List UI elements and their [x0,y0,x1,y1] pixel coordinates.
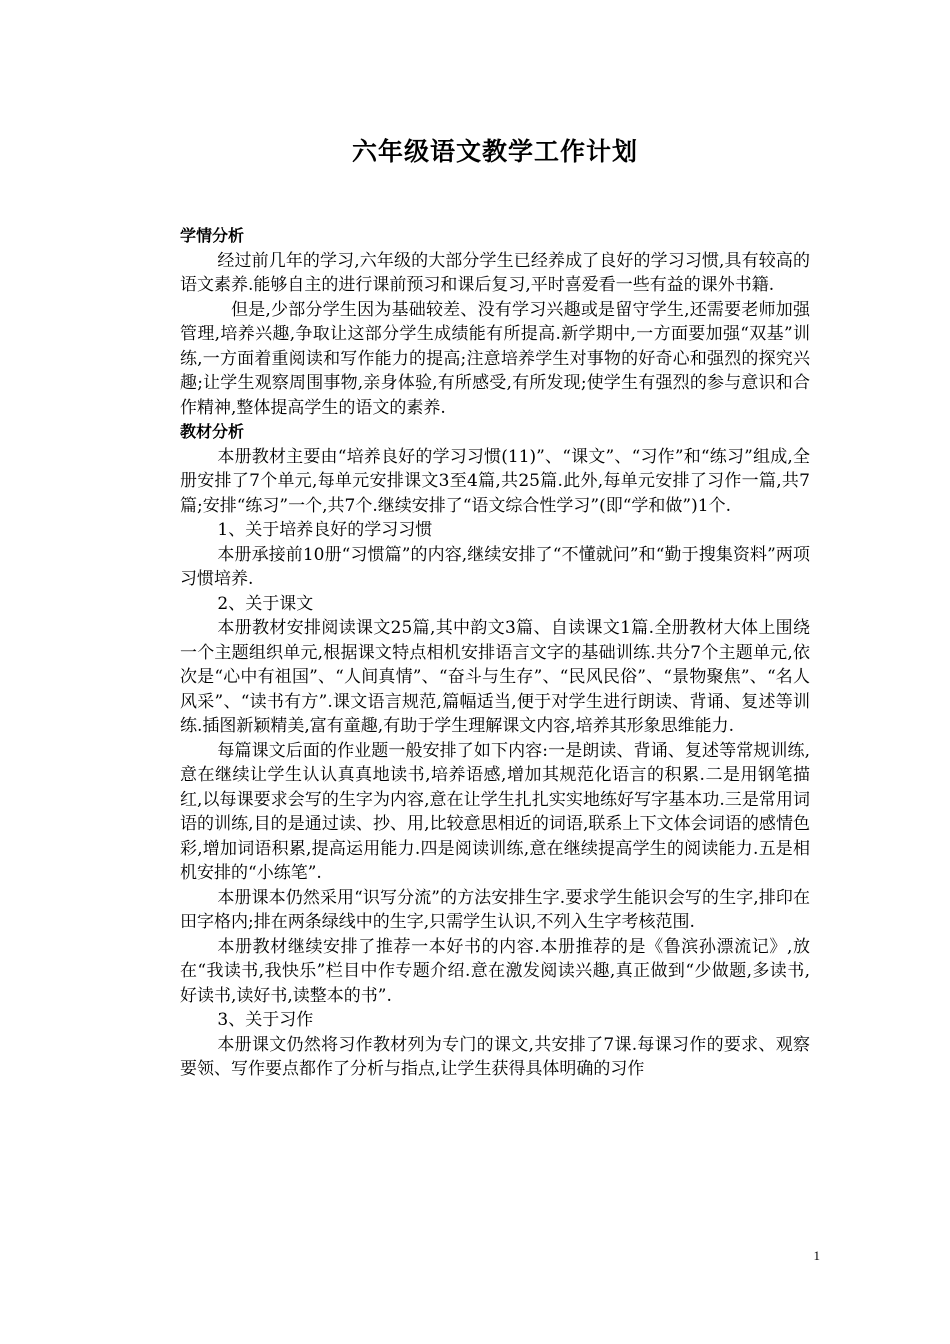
paragraph: 但是,少部分学生因为基础较差、没有学习兴趣或是留守学生,还需要老师加强管理,培养兴趣,争取让这部分学生成绩能有所提高.新学期中,一方面要加强“双基”训练,一方面着重阅读和写作能力的提高;注意培养学生对事物的好奇心和强烈的探究兴趣;让学生观察周围事物,亲身体验,有所感受,有所发现;使学生有强烈的参与意识和合作精神,整体提高学生的语文的素养. [180,299,810,418]
section-heading-student-analysis: 学情分析 [180,226,245,245]
section-heading-textbook-analysis: 教材分析 [180,422,245,441]
paragraph: 本册课文仍然将习作教材列为专门的课文,共安排了7课.每课习作的要求、观察要领、写作要点都作了分析与指点,让学生获得具体明确的习作 [180,1034,810,1079]
paragraph: 本册教材继续安排了推荐一本好书的内容.本册推荐的是《鲁滨孙漂流记》,放在“我读书,我快乐”栏目中作专题介绍.意在激发阅读兴趣,真正做到“少做题,多读书,好读书,读好书,读整本的书”. [180,936,810,1006]
paragraph: 每篇课文后面的作业题一般安排了如下内容:一是朗读、背诵、复述等常规训练,意在继续让学生认认真真地读书,培养语感,增加其规范化语言的积累.二是用钢笔描红,以每课要求会写的生字为内容,意在让学生扎扎实实地练好写字基本功.三是常用词语的训练,目的是通过读、抄、用,比较意思相近的词语,联系上下文体会词语的感情色彩,增加词语积累,提高运用能力.四是阅读训练,意在继续提高学生的阅读能力.五是相机安排的“小练笔”. [180,740,810,883]
document-body [180,224,810,1082]
paragraph: 本册承接前10册“习惯篇”的内容,继续安排了“不懂就问”和“勤于搜集资料”两项习惯培养. [180,544,810,589]
document-title: 六年级语文教学工作计划 [351,137,638,166]
paragraph: 本册课本仍然采用“识写分流”的方法安排生字.要求学生能识会写的生字,排印在田字格内;排在两条绿线中的生字,只需学生认识,不列入生字考核范围. [180,887,810,932]
page-number: 1 [813,1248,820,1263]
list-item-heading: 2、关于课文 [217,593,314,614]
list-item-heading: 3、关于习作 [217,1010,314,1030]
paragraph: 本册教材主要由“培养良好的学习习惯(11)”、“课文”、“习作”和“练习”组成,全册安排了7个单元,每单元安排课文3至4篇,共25篇.此外,每单元安排了习作一篇,共7篇;安排“练习”一个,共7个.继续安排了“语文综合性学习”(即“学和做”)1个. [180,446,810,516]
paragraph: 本册教材安排阅读课文25篇,其中韵文3篇、自读课文1篇.全册教材大体上围绕一个主题组织单元,根据课文特点相机安排语言文字的基础训练.共分7个主题单元,依次是“心中有祖国”、“人间真情”、“奋斗与生存”、“民风民俗”、“景物聚焦”、“名人风采”、“读书有方”.课文语言规范,篇幅适当,便于对学生进行朗读、背诵、复述等训练.插图新颖精美,富有童趣,有助于学生理解课文内容,培养其形象思维能力. [180,618,810,736]
list-item-heading: 1、关于培养良好的学习习惯 [217,520,433,540]
paragraph: 经过前几年的学习,六年级的大部分学生已经养成了良好的学习习惯,具有较高的语文素养.能够自主的进行课前预习和课后复习,平时喜爱看一些有益的课外书籍. [180,250,810,295]
